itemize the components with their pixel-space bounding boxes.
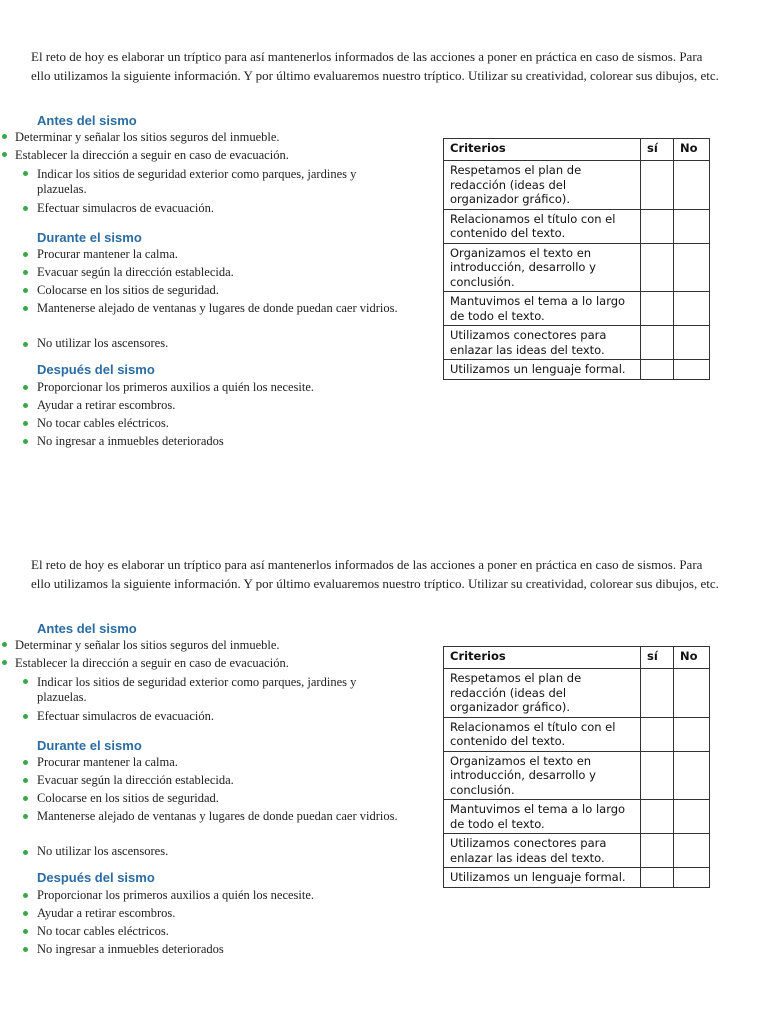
criteria-table bbox=[443, 138, 710, 380]
header-no: No bbox=[674, 647, 710, 669]
bullet-icon bbox=[23, 714, 28, 719]
bullet-icon bbox=[23, 911, 28, 916]
bullet-icon bbox=[23, 252, 28, 257]
list-item: No tocar cables eléctricos. bbox=[37, 416, 169, 430]
heading-durante: Durante el sismo bbox=[37, 230, 142, 245]
bullet-icon bbox=[23, 929, 28, 934]
list-item: No ingresar a inmuebles deteriorados bbox=[37, 434, 224, 448]
check-cell-no[interactable] bbox=[674, 834, 710, 868]
header-si: sí bbox=[641, 647, 674, 669]
bullet-icon bbox=[23, 403, 28, 408]
list-item: Indicar los sitios de seguridad exterior como parques, jardines y plazuelas. bbox=[37, 675, 357, 704]
header-si: sí bbox=[641, 139, 674, 161]
criterion-text: Organizamos el texto en introducción, desarrollo y conclusión. bbox=[444, 751, 641, 800]
table-row bbox=[444, 834, 710, 868]
table-row bbox=[444, 360, 710, 380]
header-no: No bbox=[674, 139, 710, 161]
check-cell-si[interactable] bbox=[641, 717, 674, 751]
list-item: Determinar y señalar los sitios seguros del inmueble. bbox=[15, 130, 280, 144]
worksheet-block-1 bbox=[0, 47, 768, 507]
bullet-icon bbox=[23, 306, 28, 311]
table-row bbox=[444, 326, 710, 360]
list-item: Efectuar simulacros de evacuación. bbox=[37, 201, 214, 215]
list-item: No utilizar los ascensores. bbox=[37, 844, 169, 858]
bullet-icon bbox=[23, 760, 28, 765]
check-cell-no[interactable] bbox=[674, 243, 710, 292]
check-cell-si[interactable] bbox=[641, 292, 674, 326]
check-cell-si[interactable] bbox=[641, 209, 674, 243]
criterion-text: Organizamos el texto en introducción, desarrollo y conclusión. bbox=[444, 243, 641, 292]
check-cell-si[interactable] bbox=[641, 751, 674, 800]
heading-despues: Después del sismo bbox=[37, 362, 155, 377]
criterion-text: Utilizamos conectores para enlazar las ideas del texto. bbox=[444, 326, 641, 360]
list-item: Proporcionar los primeros auxilios a quién los necesite. bbox=[37, 888, 315, 902]
check-cell-si[interactable] bbox=[641, 161, 674, 210]
list-item: Mantenerse alejado de ventanas y lugares de donde puedan caer vidrios. bbox=[37, 301, 398, 315]
intro-text: El reto de hoy es elaborar un tríptico para así mantenerlos informados de las acciones a poner en práctica en caso de sismos. Para ello utilizamos la siguiente información. Y por último evaluaremos nuestro tríptico. Utilizar su creatividad, colorear sus dibujos, etc. bbox=[31, 49, 719, 83]
table-row bbox=[444, 243, 710, 292]
bullet-icon bbox=[23, 796, 28, 801]
criterion-text: Relacionamos el título con el contenido del texto. bbox=[444, 209, 641, 243]
table-row bbox=[444, 209, 710, 243]
check-cell-no[interactable] bbox=[674, 360, 710, 380]
list-item: Efectuar simulacros de evacuación. bbox=[37, 709, 214, 723]
check-cell-si[interactable] bbox=[641, 834, 674, 868]
list-item: Determinar y señalar los sitios seguros del inmueble. bbox=[15, 638, 280, 652]
list-item: Colocarse en los sitios de seguridad. bbox=[37, 283, 219, 297]
table-header-row bbox=[444, 647, 710, 669]
list-item: Proporcionar los primeros auxilios a quién los necesite. bbox=[37, 380, 315, 394]
worksheet-block-2 bbox=[0, 555, 768, 1015]
bullet-icon bbox=[23, 206, 28, 211]
table-row bbox=[444, 868, 710, 888]
list-item: Ayudar a retirar escombros. bbox=[37, 906, 176, 920]
list-item: Procurar mantener la calma. bbox=[37, 247, 178, 261]
header-criterios: Criterios bbox=[444, 139, 641, 161]
table-row bbox=[444, 717, 710, 751]
bullet-icon bbox=[23, 421, 28, 426]
list-item: Establecer la dirección a seguir en caso de evacuación. bbox=[15, 656, 289, 670]
check-cell-si[interactable] bbox=[641, 360, 674, 380]
check-cell-no[interactable] bbox=[674, 669, 710, 718]
criterion-text: Utilizamos conectores para enlazar las ideas del texto. bbox=[444, 834, 641, 868]
list-item: Colocarse en los sitios de seguridad. bbox=[37, 791, 219, 805]
check-cell-si[interactable] bbox=[641, 326, 674, 360]
criterion-text: Respetamos el plan de redacción (ideas del organizador gráfico). bbox=[444, 669, 641, 718]
check-cell-no[interactable] bbox=[674, 209, 710, 243]
heading-antes: Antes del sismo bbox=[37, 113, 137, 128]
table-row bbox=[444, 669, 710, 718]
check-cell-si[interactable] bbox=[641, 669, 674, 718]
check-cell-no[interactable] bbox=[674, 868, 710, 888]
list-item: No ingresar a inmuebles deteriorados bbox=[37, 942, 224, 956]
list-item: Mantenerse alejado de ventanas y lugares de donde puedan caer vidrios. bbox=[37, 809, 398, 823]
heading-despues: Después del sismo bbox=[37, 870, 155, 885]
table-row bbox=[444, 800, 710, 834]
criterion-text: Mantuvimos el tema a lo largo de todo el texto. bbox=[444, 292, 641, 326]
list-item: No utilizar los ascensores. bbox=[37, 336, 169, 350]
criterion-text: Relacionamos el título con el contenido del texto. bbox=[444, 717, 641, 751]
bullet-icon bbox=[23, 778, 28, 783]
bullet-icon bbox=[23, 385, 28, 390]
check-cell-no[interactable] bbox=[674, 292, 710, 326]
bullet-icon bbox=[23, 171, 28, 176]
bullet-icon bbox=[2, 642, 7, 647]
bullet-icon bbox=[2, 134, 7, 139]
bullet-icon bbox=[23, 893, 28, 898]
check-cell-no[interactable] bbox=[674, 751, 710, 800]
list-item: Indicar los sitios de seguridad exterior como parques, jardines y plazuelas. bbox=[37, 167, 357, 196]
table-header-row bbox=[444, 139, 710, 161]
heading-antes: Antes del sismo bbox=[37, 621, 137, 636]
check-cell-si[interactable] bbox=[641, 243, 674, 292]
check-cell-no[interactable] bbox=[674, 326, 710, 360]
criteria-table bbox=[443, 646, 710, 888]
list-item: No tocar cables eléctricos. bbox=[37, 924, 169, 938]
check-cell-no[interactable] bbox=[674, 800, 710, 834]
table-row bbox=[444, 292, 710, 326]
list-item: Evacuar según la dirección establecida. bbox=[37, 773, 234, 787]
check-cell-si[interactable] bbox=[641, 800, 674, 834]
bullet-icon bbox=[23, 270, 28, 275]
bullet-icon bbox=[23, 439, 28, 444]
check-cell-no[interactable] bbox=[674, 161, 710, 210]
bullet-icon bbox=[23, 947, 28, 952]
table-row bbox=[444, 161, 710, 210]
bullet-icon bbox=[2, 152, 7, 157]
bullet-icon bbox=[2, 660, 7, 665]
criterion-text: Utilizamos un lenguaje formal. bbox=[444, 360, 641, 380]
header-criterios: Criterios bbox=[444, 647, 641, 669]
criterion-text: Respetamos el plan de redacción (ideas del organizador gráfico). bbox=[444, 161, 641, 210]
list-item: Establecer la dirección a seguir en caso de evacuación. bbox=[15, 148, 289, 162]
bullet-icon bbox=[23, 288, 28, 293]
list-item: Evacuar según la dirección establecida. bbox=[37, 265, 234, 279]
bullet-icon bbox=[23, 679, 28, 684]
list-item: Ayudar a retirar escombros. bbox=[37, 398, 176, 412]
criterion-text: Utilizamos un lenguaje formal. bbox=[444, 868, 641, 888]
check-cell-no[interactable] bbox=[674, 717, 710, 751]
bullet-icon bbox=[23, 850, 28, 855]
list-item: Procurar mantener la calma. bbox=[37, 755, 178, 769]
check-cell-si[interactable] bbox=[641, 868, 674, 888]
criterion-text: Mantuvimos el tema a lo largo de todo el texto. bbox=[444, 800, 641, 834]
table-row bbox=[444, 751, 710, 800]
bullet-icon bbox=[23, 342, 28, 347]
heading-durante: Durante el sismo bbox=[37, 738, 142, 753]
bullet-icon bbox=[23, 814, 28, 819]
intro-text: El reto de hoy es elaborar un tríptico para así mantenerlos informados de las acciones a poner en práctica en caso de sismos. Para ello utilizamos la siguiente información. Y por último evaluaremos nuestro tríptico. Utilizar su creatividad, colorear sus dibujos, etc. bbox=[31, 557, 719, 591]
